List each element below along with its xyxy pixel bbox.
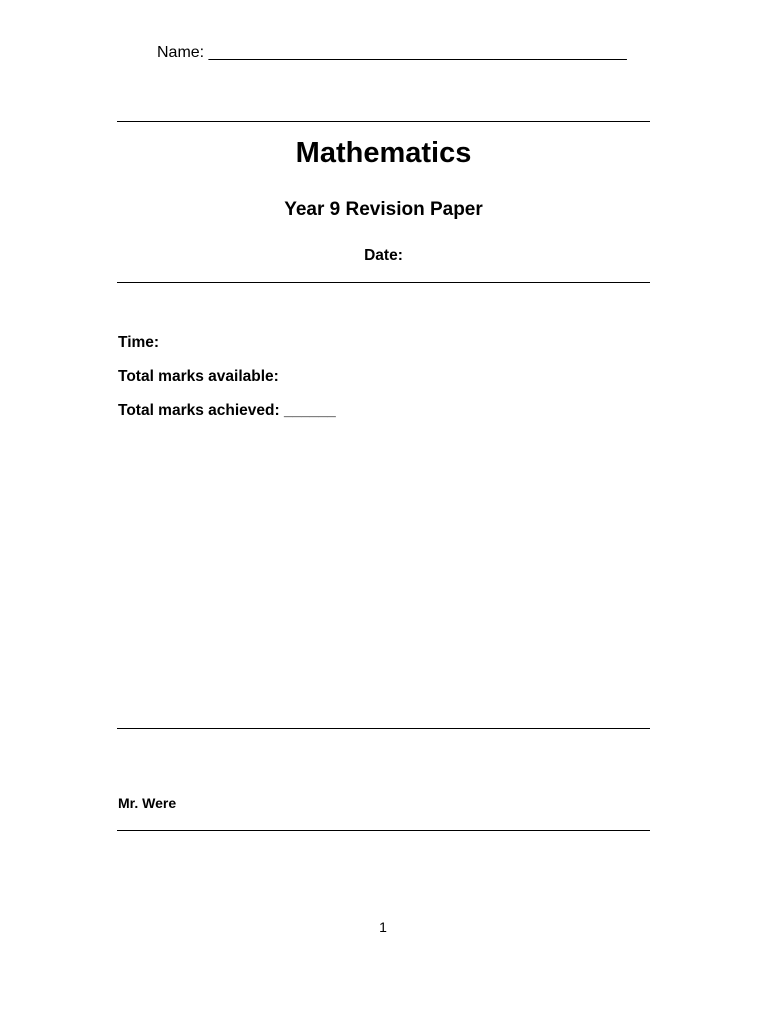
name-blank: _______________________________________________ — [208, 44, 627, 61]
marks-achieved-line — [118, 402, 336, 420]
top-divider — [117, 121, 650, 122]
header-bottom-divider — [117, 282, 650, 283]
footer-bottom-divider — [117, 830, 650, 831]
marks-achieved-label: Total marks achieved: — [118, 402, 280, 419]
page-title: Mathematics — [295, 137, 472, 169]
marks-available-label: Total marks available: — [118, 368, 279, 385]
footer-top-divider — [117, 728, 650, 729]
name-field-line — [157, 44, 627, 62]
page-number: 1 — [379, 919, 387, 935]
time-label: Time: — [118, 334, 160, 351]
name-label: Name: — [157, 44, 205, 61]
marks-achieved-blank: ______ — [283, 402, 336, 419]
page-subtitle: Year 9 Revision Paper — [284, 199, 483, 220]
date-label: Date: — [364, 247, 403, 264]
teacher-name: Mr. Were — [118, 795, 177, 811]
